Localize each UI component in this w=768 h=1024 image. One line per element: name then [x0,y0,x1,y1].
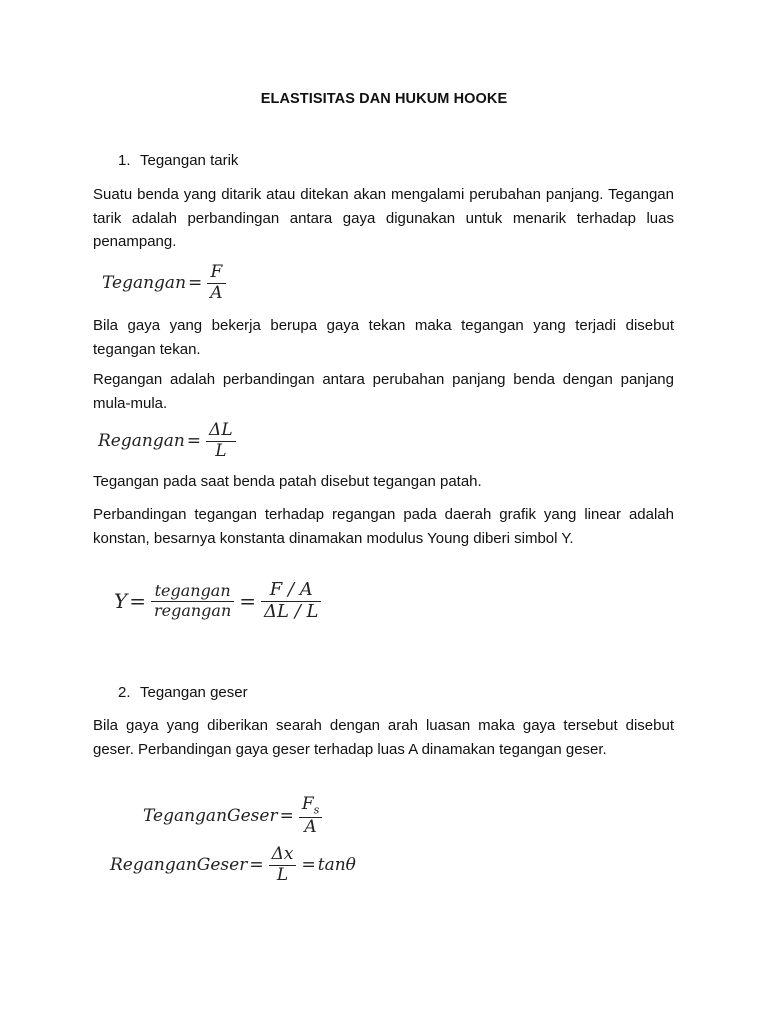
formula-regangan-geser-rhs: tanθ [317,855,356,876]
formula-regangan-eq: = [186,431,202,452]
formula-tegangan-geser [143,795,325,838]
formula-tegangan-geser-numerator-sub: s [313,803,320,817]
formula-regangan-numerator: ΔL [209,420,233,440]
formula-young-numerator-2: F / A [269,579,313,600]
formula-tegangan-lhs: Tegangan [102,273,187,294]
paragraph-tarik-intro: Suatu benda yang ditarik atau ditekan akan mengalami perubahan panjang. Tegangan tarik adalah perbandingan antara gaya digunakan untuk menarik terhadap luas penampang. [93,186,674,250]
formula-regangan-geser [110,845,356,885]
formula-tegangan-eq: = [188,273,203,294]
formula-regangan-lhs: Regangan [98,431,185,452]
formula-regangan-geser-eq-2: = [301,855,316,876]
formula-tegangan-geser-numerator-main: F [301,794,314,814]
formula-young-numerator-1: tegangan [154,581,231,601]
formula-regangan-denominator: L [215,440,227,461]
section-1-number: 1. [118,152,131,169]
formula-young-eq: = [129,589,146,614]
formula-regangan-geser-eq: = [249,855,264,876]
formula-young-denominator-1: regangan [153,600,232,620]
formula-regangan-geser-denominator: L [276,864,289,885]
formula-tegangan-geser-denominator: A [304,817,317,838]
paragraph-tegangan-patah: Tegangan pada saat benda patah disebut tegangan patah. [93,473,482,490]
formula-tegangan-geser-numerator [299,795,322,817]
section-2-heading [118,684,248,701]
formula-young-fraction-1 [151,582,234,620]
formula-regangan-geser-fraction [269,845,297,885]
formula-young [114,580,324,622]
section-1-title: Tegangan tarik [140,152,239,169]
formula-tegangan-denominator: A [210,282,223,303]
formula-young-denominator-2: ΔL / L [264,600,319,622]
formula-tegangan-geser-eq: = [279,806,294,827]
formula-regangan-fraction [206,421,236,461]
section-2-title: Tegangan geser [140,684,248,701]
formula-tegangan-geser-fraction [299,795,322,838]
formula-young-eq-2: = [239,589,257,614]
formula-young-fraction-2 [261,580,321,622]
section-1-heading [118,152,238,169]
paragraph-regangan: Regangan adalah perbandingan antara perubahan panjang benda dengan panjang mula-mula. [93,371,674,412]
formula-regangan-geser-numerator: Δx [271,844,294,864]
paragraph-tegangan-geser: Bila gaya yang diberikan searah dengan arah luasan maka gaya tersebut disebut geser. Perbandingan gaya geser terhadap luas A dinamakan tegangan geser. [93,717,674,758]
page-title: ELASTISITAS DAN HUKUM HOOKE [260,91,508,107]
formula-regangan-geser-lhs: ReganganGeser [110,855,248,876]
formula-tegangan-numerator: F [210,262,223,282]
formula-regangan [98,421,239,461]
formula-young-lhs: Y [114,589,128,614]
section-2-number: 2. [118,684,131,701]
formula-tegangan-geser-lhs: TeganganGeser [143,806,278,827]
paragraph-tegangan-tekan: Bila gaya yang bekerja berupa gaya tekan maka tegangan yang terjadi disebut tegangan tekan. [93,317,674,358]
formula-tegangan [102,263,229,303]
formula-tegangan-fraction [207,263,225,303]
paragraph-modulus-young: Perbandingan tegangan terhadap regangan pada daerah grafik yang linear adalah konstan, besarnya konstanta dinamakan modulus Young diberi simbol Y. [93,506,674,547]
